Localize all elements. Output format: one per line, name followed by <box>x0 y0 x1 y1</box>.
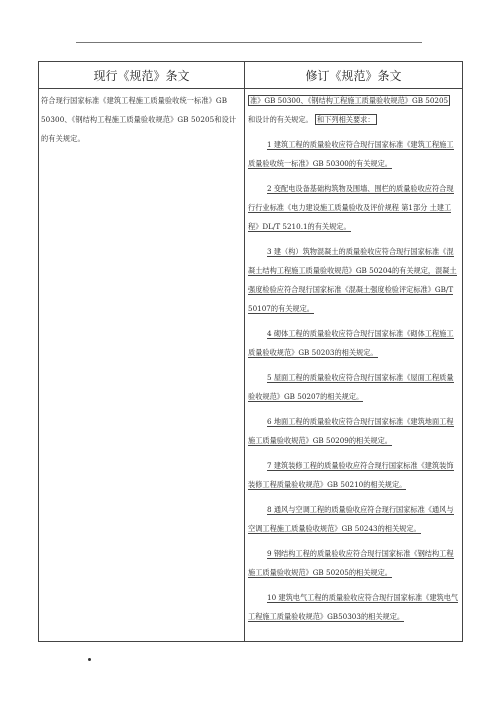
revised-intro-plain: 和设计的有关规定。 <box>248 115 313 124</box>
revised-item: 7 建筑装修工程的质量验收应符合现行国家标准《建筑装饰装修工程质量验收规范》GB 50210的相关规定。 <box>248 461 454 489</box>
revised-item: 9 钢结构工程的质量验收应符合现行国家标准《钢结构工程施工质量验收规范》GB 50205的相关规定。 <box>248 549 454 577</box>
header-revised: 修订《规范》条文 <box>245 62 463 89</box>
revised-item: 10 建筑电气工程的质量验收应符合现行国家标准《建筑电气工程施工质量验收规范》GB50303的相关规定。 <box>248 593 459 621</box>
table-header-row <box>39 62 463 89</box>
revised-item: 6 地面工程的质量验收应符合现行国家标准《建筑地面工程施工质量验收规范》GB 50209的相关规定。 <box>248 417 454 445</box>
revised-item: 1 建筑工程的质量验收应符合现行国家标准《建筑工程施工质量验收统一标准》GB 50300的有关规定。 <box>248 140 454 168</box>
revised-cell <box>245 89 463 642</box>
footer-bullet <box>88 658 91 661</box>
revised-content <box>245 89 462 626</box>
current-cell <box>39 89 245 642</box>
revised-item: 3 建（构）筑物混凝土的质量验收应符合现行国家标准《混凝土结构工程施工质量验收规范》GB 50204的有关规定，混凝土强度检验应符合现行国家标准《混凝土强度检验评定标准》GB/T 50107的有关规定。 <box>248 247 457 313</box>
comparison-table <box>38 61 463 642</box>
current-text: 符合现行国家标准《建筑工程施工质量验收统一标准》GB 50300、《钢结构工程施工质量验收规范》GB 50205和设计的有关规定。 <box>41 96 237 143</box>
header-rule <box>76 42 422 43</box>
header-current: 现行《规范》条文 <box>39 62 245 89</box>
revised-intro-boxed-1: 准》GB 50300、《钢结构工程施工质量验收规范》GB 50205 <box>250 96 449 105</box>
revised-intro <box>248 91 459 129</box>
revised-item: 5 屋面工程的质量验收应符合现行国家标准《屋面工程质量验收规范》GB 50207的相关规定。 <box>248 373 454 401</box>
revised-item: 2 变配电设备基础构筑物及围墙、围栏的质量验收应符合现行行业标准《电力建设施工质量验收及评价规程 第1部分 土建工程》DL/T 5210.1的有关规定。 <box>248 184 454 231</box>
table-body-row <box>39 89 463 642</box>
revised-item: 8 通风与空调工程的质量验收应符合现行国家标准《通风与空调工程施工质量验收规范》GB 50243的相关规定。 <box>248 505 454 533</box>
revised-intro-boxed-2: 和下列相关要求： <box>317 115 375 124</box>
revised-item: 4 砌体工程的质量验收应符合现行国家标准《砌体工程施工质量验收规范》GB 50203的相关规定。 <box>248 329 454 357</box>
